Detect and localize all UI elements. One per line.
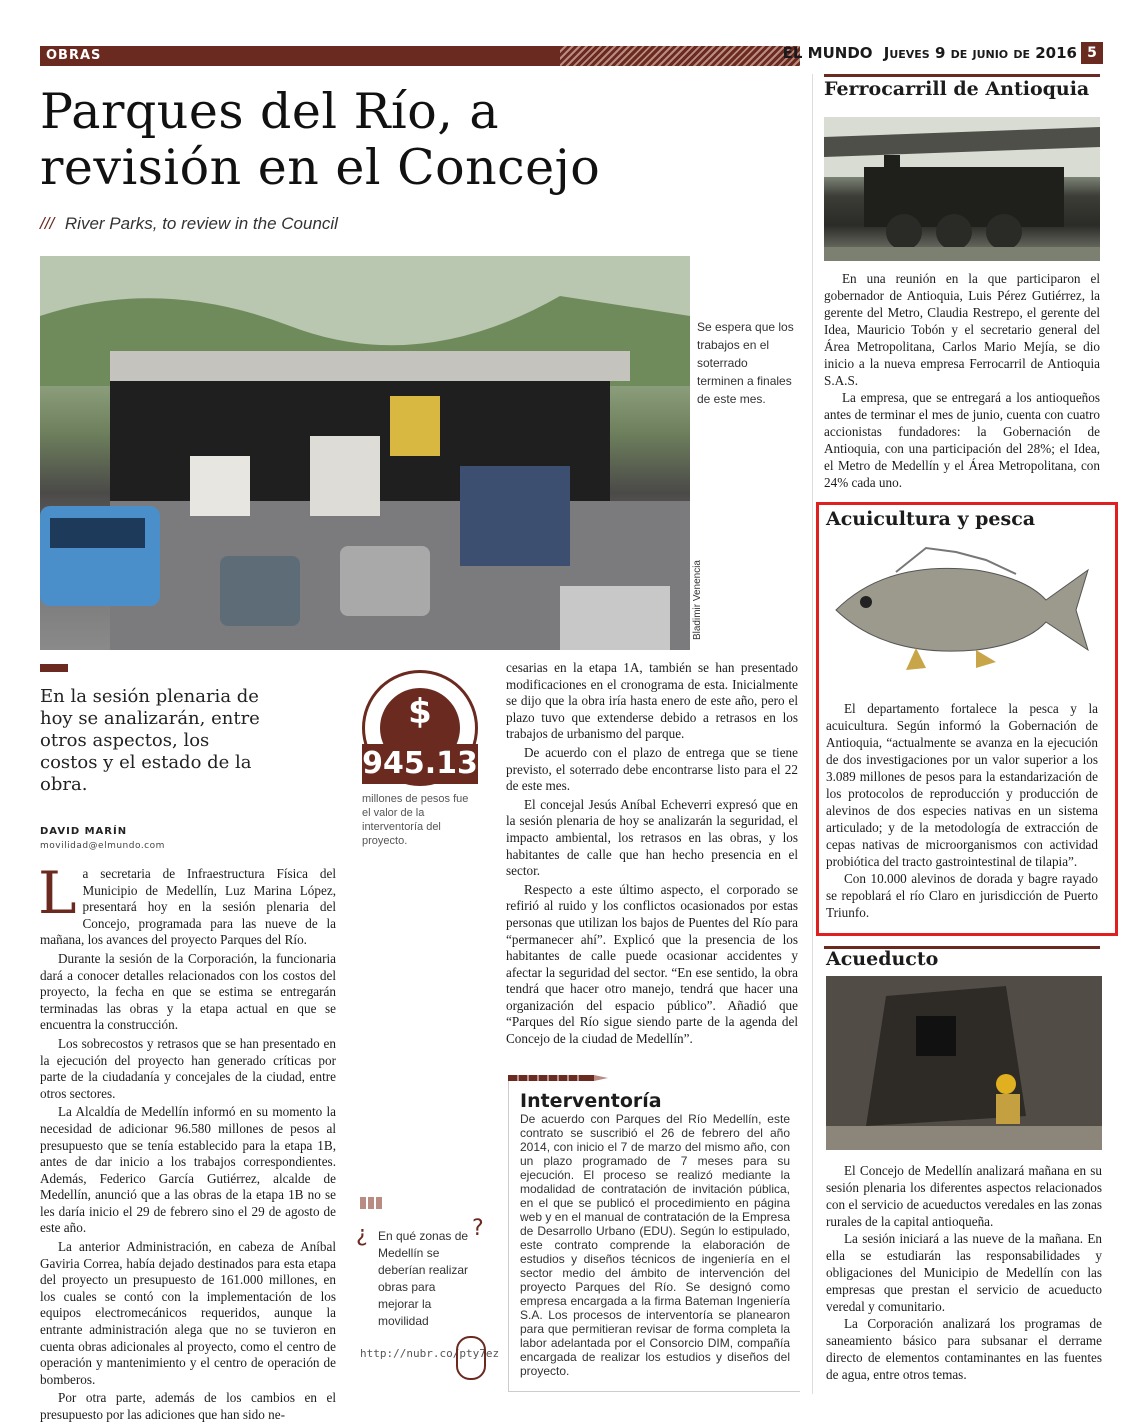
- paragraph: En una reunión en la que participaron el gobernador de Antioquia, Luis Pérez Gutiérrez, la gerente del Metro, Claudia Restrepo, el gerente del Idea, Mauricio Tobón y el secretario general del Área Metropolitana, Carlos Mario Mejía, se dio inicio a la nueva empresa Ferrocarril de Antioquia S.A.S.: [824, 271, 1100, 388]
- excavation-photo: [826, 976, 1102, 1150]
- paragraph: El Concejo de Medellín analizará mañana en su sesión plenaria los diferentes aspectos relacionados con el servicio de acueductos veredales en las zonas rurales de la capital antioqueña.: [826, 1163, 1102, 1229]
- paragraph: Por otra parte, además de los cambios en el presupuesto por las adiciones que han sido ne-: [40, 1390, 336, 1422]
- paragraph: El concejal Jesús Aníbal Echeverri expresó que en la sesión plenaria de hoy se analizarán la seguridad, el impacto ambiental, los retrasos en las obras, y los habitantes de calle que han hecho presencia en el sector.: [506, 796, 798, 879]
- poll-question: En qué zonas de Medellín se deberían realizar obras para mejorar la movilidad: [378, 1229, 469, 1328]
- article-column-1: [38, 859, 336, 1426]
- issue-date: Jueves 9 de junio de 2016: [883, 44, 1077, 62]
- drop-cap: L: [38, 859, 77, 927]
- photo-credit: Bladimir Venencia: [692, 560, 703, 641]
- column-divider: [812, 74, 813, 1394]
- paragraph: cesarias en la etapa 1A, también se han presentado modificaciones en el cronograma de esta. Inicialmente se dijo que la obra iría hasta enero de este año, pero el plazo tuvo que extenderse debido a retrasos en los trabajos de urbanismo del parque.: [506, 660, 798, 742]
- subhead: [40, 214, 338, 234]
- poll-marks: [360, 1194, 400, 1208]
- pencil-icon: [508, 1072, 608, 1084]
- paragraph: La Alcaldía de Medellín informó en su momento la necesidad de adicionar 96.580 millones de pesos al presupuesto que se tenía establecido para la etapa 1B, antes de dar inicio a los trabajos correspondientes. Además, Federico García Gutiérrez, alcalde de Medellín, anunció que a las obras de la etapa 1B no se les daría inicio el 29 de febrero sino el 29 de agosto de este año.: [40, 1104, 336, 1236]
- section-hatch: [560, 46, 800, 66]
- section-label: OBRAS: [46, 48, 102, 63]
- paragraph: Los sobrecostos y retrasos que se han presentado en la ejecución del proyecto han generado críticas por parte de la ciudadanía y concejales de la ciudad, entre otros sectores.: [40, 1035, 336, 1101]
- tunnel-traffic-illustration: [40, 256, 690, 650]
- paragraph: La secretaria de Infraestructura Física del Municipio de Medellín, Luz Marina López, presentará hoy en la sesión plenaria del Concejo, programada para las nueve de la mañana, los avances del proyecto Parques del Río.: [38, 859, 336, 948]
- poll-link[interactable]: http://nubr.co/pty7ez: [360, 1347, 500, 1360]
- train-photo: [824, 117, 1100, 261]
- masthead: [783, 44, 1077, 62]
- section-tag: [40, 46, 800, 66]
- ferro-title: Ferrocarrill de Antioquia: [824, 78, 1090, 100]
- article-column-2: [506, 660, 798, 1050]
- subhead-text: River Parks, to review in the Council: [64, 214, 338, 233]
- train-illustration: [824, 117, 1100, 261]
- interventoria-text: De acuerdo con Parques del Río Medellín, este contrato se suscribió el 26 de febrero del año 2014, con inicio el 7 de marzo del mismo año, con un plazo programado de 7 meses para su ejecución. El proceso se realizó mediante la modalidad de contratación de invitación pública, en el que se publicó el procedimiento en página web y en el manual de contratación de la Empresa de Desarrollo Urbano (EDU). Según lo estipulado, este contrato comprende la elaboración de estudios y diseños técnicos de ingeniería en el sector medio del ámbito de intervención del proyecto Parques del Río. Se designó como empresa encargada a la firma Bateman Ingeniería S.A. Los procesos de interventoría se planearon para que permitieran revisar de forma completa la labor adelantada por el Consorcio DIM, compañía encargada de realizar los estudios y diseños del proyecto.: [520, 1112, 790, 1378]
- paragraph: La empresa, que se entregará a los antioqueños antes de terminar el mes de junio, cuenta con cuatro accionistas fundadores: la Gobernación de Antioquia, con una participación del 28%; el Idea, el Metro de Medellín y el Área Metropolitana, con 24% cada uno.: [824, 390, 1100, 490]
- excavation-illustration: [826, 976, 1102, 1150]
- paragraph: Con 10.000 alevinos de dorada y bagre rayado se repoblará el río Claro en jurisdicción de Puerto Triunfo.: [826, 871, 1098, 920]
- paragraph: La anterior Administración, en cabeza de Aníbal Gaviria Correa, había dejado destinados para esta etapa del proyecto un presupuesto de 161.000 millones, en los cuales se contó con la implementación de los equipos electromecánicos requeridos, aunque la entrante administración alega que no se tuvieron en cuenta obras adicionales al proyecto, como el centro de operación y mantenimiento y el centro de operación de bomberos.: [40, 1239, 336, 1387]
- headline-line-2: revisión en el Concejo: [40, 139, 601, 196]
- interventoria-title: Interventoría: [520, 1090, 662, 1112]
- money-bag-icon: $: [408, 692, 432, 732]
- lede: En la sesión plenaria de hoy se analizarán, entre otros aspectos, los costos y el estado de la obra.: [40, 686, 260, 795]
- author: DAVID MARÍN: [40, 826, 128, 837]
- acuicultura-title: Acuicultura y pesca: [826, 508, 1036, 530]
- acuicultura-body: [826, 700, 1098, 921]
- fish-icon: [826, 540, 1094, 678]
- photo-caption: Se espera que los trabajos en el soterrado terminen a finales de este mes.: [697, 320, 794, 406]
- page-number: 5: [1081, 42, 1103, 64]
- paragraph: El departamento fortalece la pesca y la acuicultura. Según informó la Gobernación de Antioquia, “actualmente se avanza en la ejecución de dos investigaciones por un valor superior a los 3.089 millones de pesos para la estandarización de los protocolos de reproducción y producción de alevinos de dos especies nativas en un sistema articulado; y de la metodología de extracción de cepas nativas de microorganismos con actividad probiótica del tracto gastrointestinal de tilapia”.: [826, 701, 1098, 869]
- ferro-rule: [824, 74, 1100, 77]
- headline: [40, 84, 800, 196]
- acueducto-body: [826, 1162, 1102, 1383]
- headline-line-1: Parques del Río, a: [40, 83, 500, 140]
- mouse-icon: [456, 1336, 486, 1380]
- ferro-body: [824, 270, 1100, 491]
- tunnel-traffic-photo: [40, 256, 690, 650]
- paper-name: EL MUNDO: [782, 44, 873, 62]
- stat-value: 945.13: [362, 744, 478, 784]
- paragraph: La Corporación analizará los programas de saneamiento básico para subsanar el derrame directo de elementos contaminantes en las fuentes de agua, entre otros temas.: [826, 1316, 1102, 1382]
- paragraph: Respecto a este último aspecto, el corporado se refirió al ruido y los conflictos ocasionados por estas personas que utilizan los bajos de Puentes del Río para “permanecer ahí”. Explicó que la presencia de los habitantes de calle puede ocasionar accidentes y afectar la seguridad del sector. “En ese sentido, la obra tendrá que hacer otro manejo, tendrá que hacer una organización del espacio público”. Añadió que “Parques del Río sigue siendo parte de la agenda del Concejo de la ciudad de Medellín”.: [506, 881, 798, 1047]
- lede-bar: [40, 664, 68, 672]
- paragraph: La sesión iniciará a las nueve de la mañana. En ella se estudiarán las responsabilidades y obligaciones del Municipio de Medellín con las empresas que prestan el servicio de acueducto veredal y comunitario.: [826, 1231, 1102, 1314]
- author-email: movilidad@elmundo.com: [40, 841, 165, 851]
- paragraph: De acuerdo con el plazo de entrega que se tiene previsto, el soterrado debe encontrarse listo para el 22 de este mes.: [506, 744, 798, 794]
- slashes-icon: ///: [40, 214, 55, 233]
- close-question-icon: ?: [472, 1216, 484, 1241]
- acueducto-title: Acueducto: [826, 948, 939, 970]
- open-question-icon: ¿: [356, 1222, 368, 1247]
- paragraph: Durante la sesión de la Corporación, la funcionaria dará a conocer detalles relacionados con los costos del proyecto, la fecha en que se estima se entregarán terminadas las obras y la etapa actual en que se encuentra la construcción.: [40, 950, 336, 1033]
- stat-label: millones de pesos fue el valor de la interventoría del proyecto.: [362, 793, 469, 847]
